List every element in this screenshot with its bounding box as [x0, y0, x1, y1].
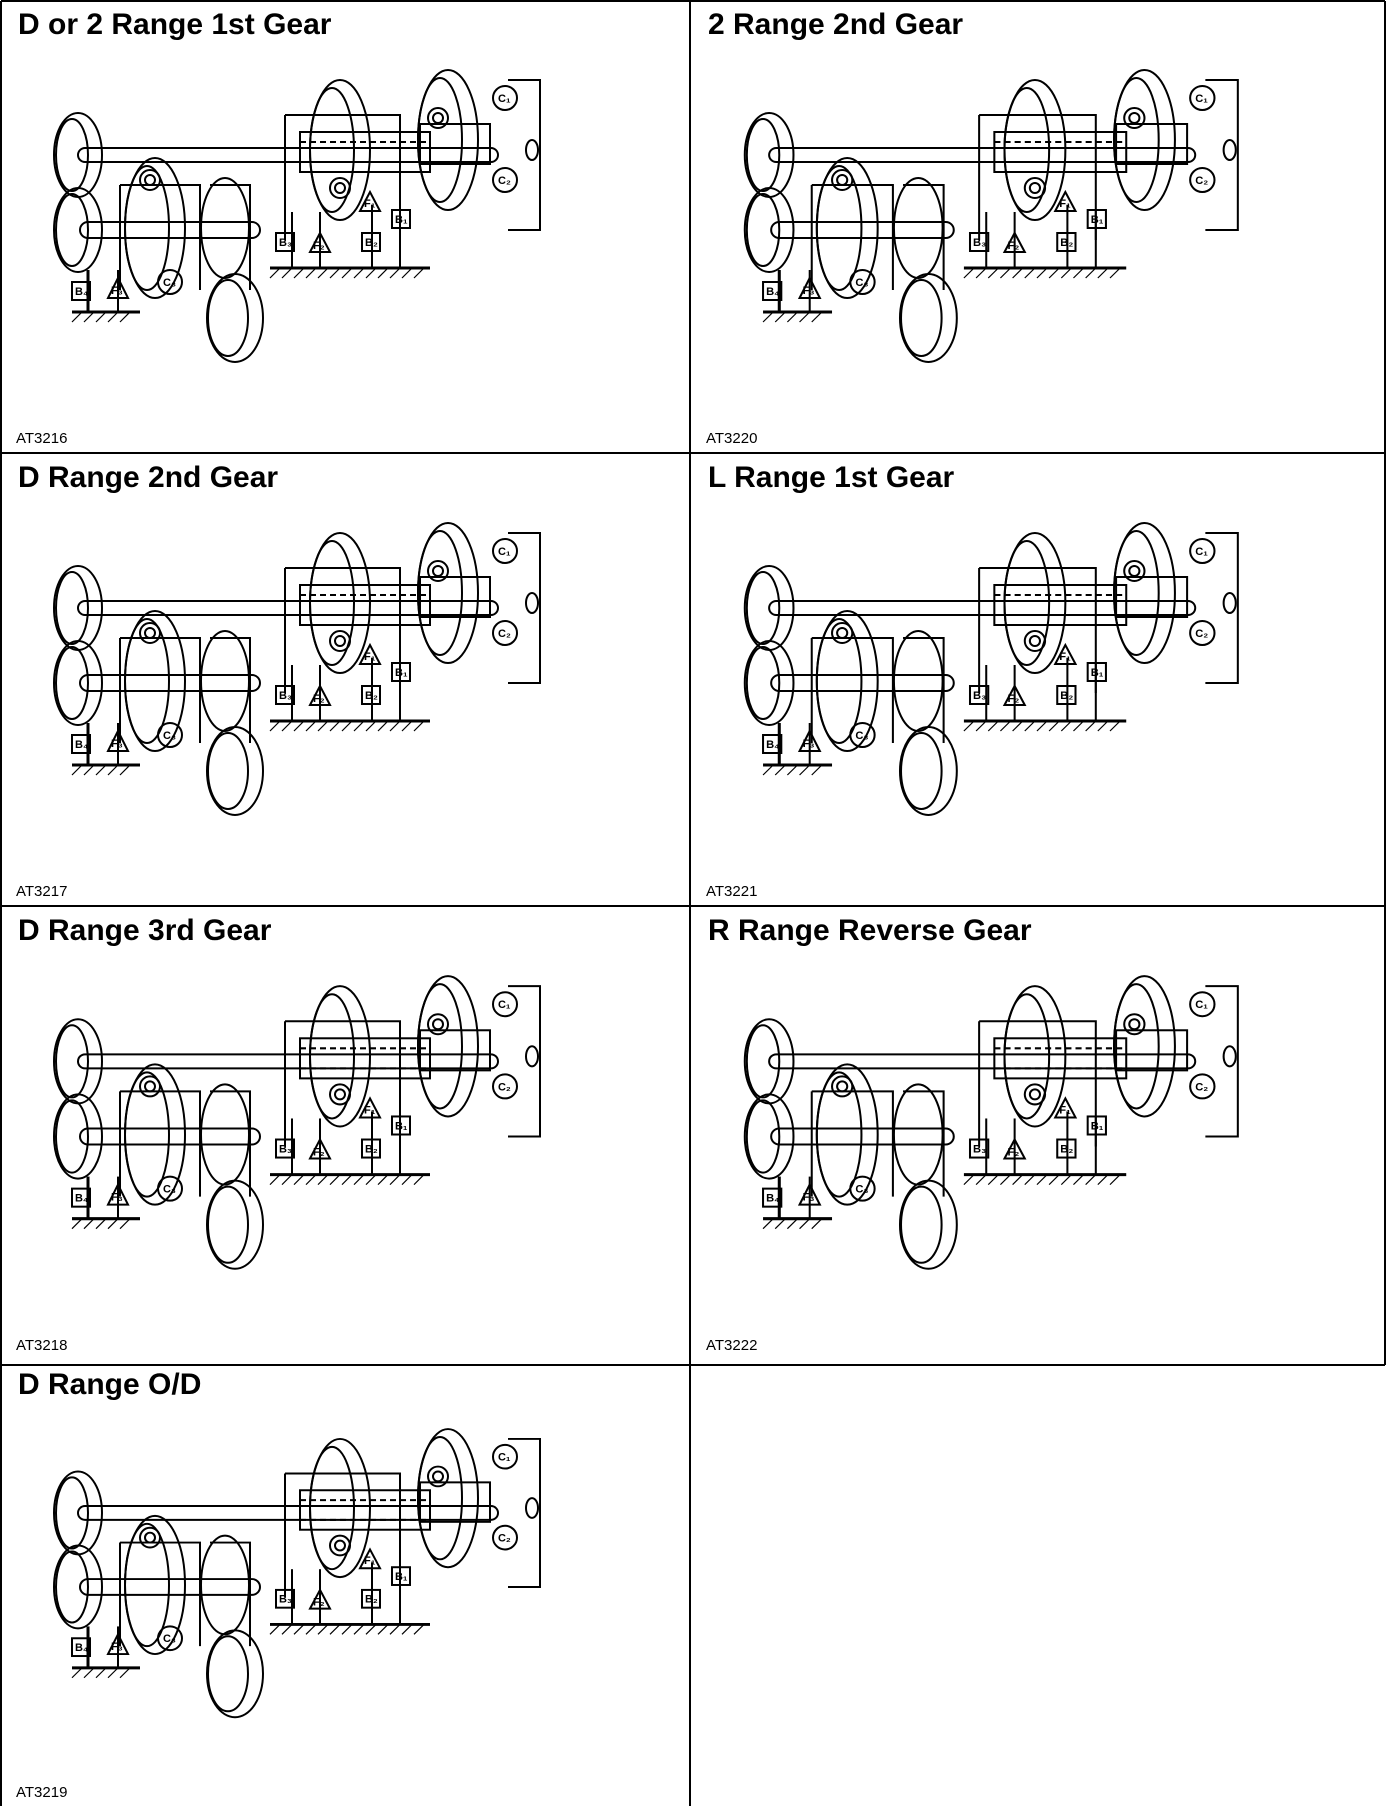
label-f2: F₂: [1007, 1146, 1020, 1159]
label-c2: C₂: [498, 628, 511, 640]
label-b2: B₂: [365, 1593, 378, 1606]
label-b4: B₄: [766, 739, 780, 751]
label-b2: B₂: [364, 1143, 378, 1156]
label-f1: F₁: [364, 651, 376, 663]
label-c2: C₂: [1195, 175, 1209, 187]
label-f2: F₂: [313, 1146, 325, 1159]
label-f1: F₁: [363, 1104, 376, 1117]
label-f2: F₂: [1007, 240, 1020, 252]
label-b1: B₁: [1090, 1120, 1104, 1133]
label-b2: B₂: [1060, 237, 1074, 249]
label-b4: B₄: [75, 739, 89, 751]
label-c2: C₂: [1195, 628, 1209, 640]
label-f1: F₁: [1059, 1104, 1071, 1117]
figure-code: AT3221: [706, 883, 758, 900]
label-b1: B₁: [394, 1571, 408, 1584]
label-c3: C₃: [163, 730, 177, 742]
label-b3: B₃: [973, 1143, 987, 1156]
panel-title: D Range 3rd Gear: [18, 914, 272, 947]
figure-code: AT3216: [16, 430, 68, 447]
label-f3: F₃: [802, 1191, 815, 1204]
label-c2: C₂: [1195, 1081, 1209, 1094]
label-f2: F₂: [313, 240, 325, 252]
label-b2: B₂: [365, 690, 378, 702]
label-c3: C₃: [855, 1183, 869, 1196]
label-b1: B₁: [1090, 667, 1104, 679]
label-b3: B₃: [279, 690, 293, 702]
label-c1: C₁: [498, 93, 511, 105]
label-b1: B₁: [395, 667, 408, 679]
panel-title: D Range 2nd Gear: [18, 461, 279, 494]
label-f2: F₂: [312, 1596, 325, 1609]
label-f3: F₃: [110, 1191, 123, 1204]
label-f1: F₁: [1059, 198, 1071, 210]
label-f3: F₃: [111, 738, 123, 750]
label-c1: C₁: [1195, 546, 1208, 558]
label-c3: C₃: [163, 1183, 177, 1196]
label-c3: C₃: [855, 277, 869, 289]
label-c1: C₁: [1195, 999, 1208, 1012]
label-f1: F₁: [364, 198, 376, 210]
label-c3: C₃: [855, 730, 869, 742]
label-f2: F₂: [313, 693, 325, 705]
panel-title: D or 2 Range 1st Gear: [18, 8, 332, 41]
figure-code: AT3222: [706, 1337, 758, 1354]
label-b2: B₂: [1060, 690, 1074, 702]
label-f3: F₃: [110, 1641, 123, 1654]
label-b1: B₁: [1090, 214, 1104, 226]
label-f1: F₁: [364, 1555, 376, 1568]
label-f2: F₂: [1007, 693, 1020, 705]
label-b3: B₃: [973, 237, 987, 249]
label-b3: B₃: [279, 1593, 293, 1606]
label-b3: B₃: [278, 1143, 293, 1156]
label-c1: C₁: [497, 1451, 511, 1464]
label-c2: C₂: [497, 1532, 511, 1545]
panel-title: D Range O/D: [18, 1368, 202, 1401]
label-c3: C₃: [163, 1633, 177, 1646]
panel-title: 2 Range 2nd Gear: [708, 8, 964, 41]
label-b1: B₁: [395, 1120, 408, 1133]
label-b3: B₃: [973, 690, 987, 702]
label-c2: C₂: [497, 1081, 511, 1094]
figure-code: AT3220: [706, 430, 758, 447]
figure-code: AT3219: [16, 1784, 68, 1801]
label-b1: B₁: [395, 214, 408, 226]
label-c1: C₁: [1195, 93, 1208, 105]
label-c3: C₃: [163, 277, 177, 289]
label-b3: B₃: [279, 237, 293, 249]
label-b4: B₄: [766, 1192, 780, 1205]
label-f3: F₃: [111, 285, 123, 297]
label-c2: C₂: [498, 175, 511, 187]
label-c1: C₁: [498, 546, 511, 558]
label-b4: B₄: [74, 1192, 89, 1205]
label-f3: F₃: [802, 285, 815, 297]
label-b2: B₂: [365, 237, 378, 249]
panel-title: R Range Reverse Gear: [708, 914, 1032, 947]
label-f1: F₁: [1059, 651, 1071, 663]
figure-code: AT3217: [16, 883, 68, 900]
panel-title: L Range 1st Gear: [708, 461, 955, 494]
figure-code: AT3218: [16, 1337, 68, 1354]
label-b2: B₂: [1060, 1143, 1074, 1156]
label-b4: B₄: [75, 1642, 89, 1655]
label-b4: B₄: [766, 286, 780, 298]
label-b4: B₄: [75, 286, 89, 298]
label-f3: F₃: [802, 738, 815, 750]
label-c1: C₁: [497, 999, 511, 1012]
